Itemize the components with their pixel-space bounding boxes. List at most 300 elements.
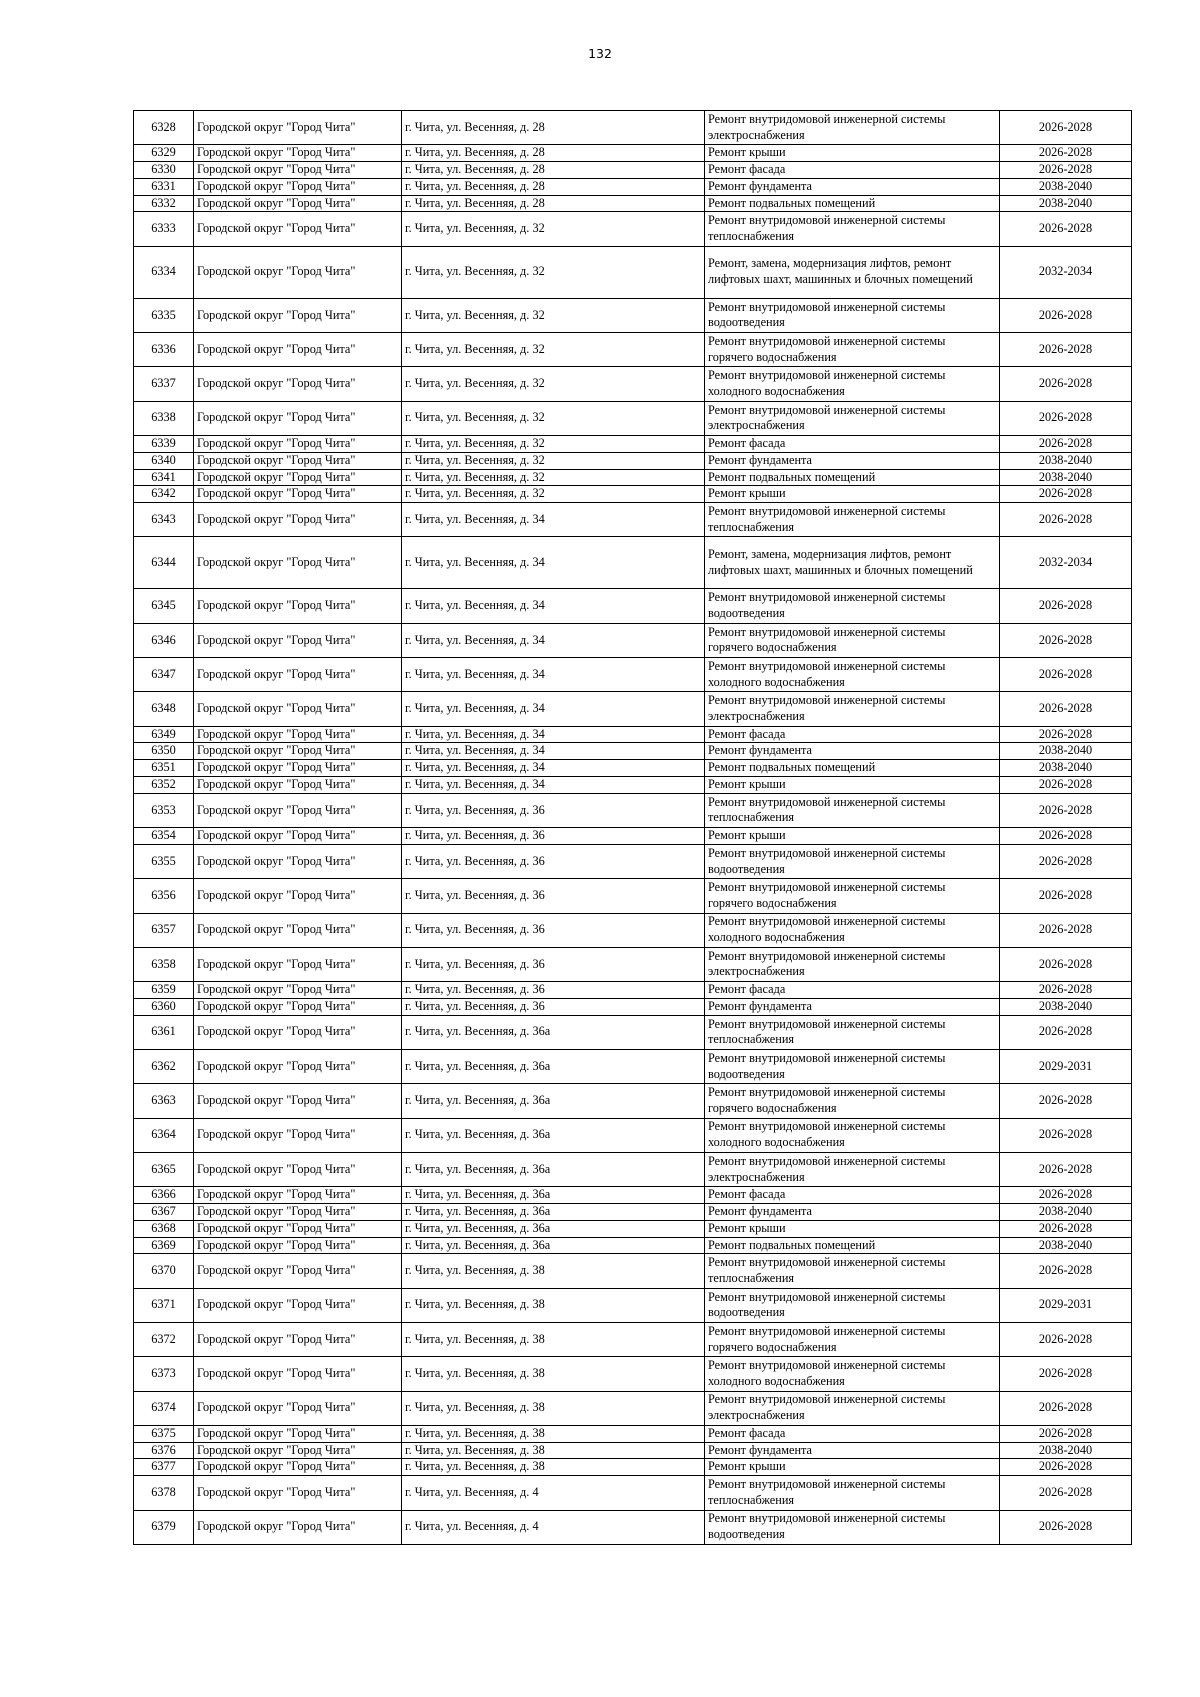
cell-text-line: 6329 <box>151 145 176 160</box>
municipality-cell <box>194 1510 402 1544</box>
cell-text-line: 6331 <box>151 178 176 193</box>
address-cell <box>402 947 705 981</box>
address-cell <box>402 178 705 195</box>
period-cell <box>1000 1459 1132 1476</box>
cell-text-line: 2026-2028 <box>1038 828 1093 843</box>
work-type-cell <box>705 503 1000 537</box>
address-cell <box>402 537 705 589</box>
municipality-cell <box>194 111 402 145</box>
cell-text-line: г. Чита, ул. Весенняя, д. 32 <box>405 469 545 484</box>
work-type-cell <box>705 178 1000 195</box>
cell-text-line: Ремонт подвальных помещений <box>708 1237 876 1252</box>
period-cell <box>1000 486 1132 503</box>
work-type-cell <box>705 1237 1000 1254</box>
cell-text-line: 2026-2028 <box>1038 632 1093 647</box>
cell-text-line: 2026-2028 <box>1038 1366 1093 1381</box>
cell-text-line: Ремонт крыши <box>708 777 786 792</box>
table-row <box>134 195 1132 212</box>
cell-text-line: Городской округ "Город Чита" <box>197 666 356 681</box>
table-row <box>134 913 1132 947</box>
cell-text-line: 6378 <box>151 1485 176 1499</box>
table-row <box>134 1357 1132 1391</box>
period-cell <box>1000 743 1132 760</box>
municipality-cell <box>194 145 402 162</box>
work-type-cell <box>705 1510 1000 1544</box>
work-type-cell <box>705 333 1000 367</box>
cell-text-line: 6348 <box>151 701 176 716</box>
cell-text-line: 6345 <box>151 598 176 613</box>
cell-text-line: 6365 <box>151 1161 176 1176</box>
cell-text-line: 2026-2028 <box>1038 853 1093 868</box>
cell-text-line: г. Чита, ул. Весенняя, д. 28 <box>405 145 545 160</box>
cell-text-line: Ремонт внутридомовой инженерной системы <box>708 1392 946 1407</box>
address-cell <box>402 1152 705 1186</box>
table-row <box>134 178 1132 195</box>
address-cell <box>402 1476 705 1510</box>
municipality-cell <box>194 998 402 1015</box>
cell-text-line: Городской округ "Город Чита" <box>197 701 356 716</box>
cell-text-line: 6359 <box>151 982 176 997</box>
cell-text-line: 6357 <box>151 922 176 937</box>
cell-text-line: 2026-2028 <box>1038 119 1093 134</box>
cell-text-line: г. Чита, ул. Весенняя, д. 36 <box>405 998 545 1013</box>
table-row <box>134 879 1132 913</box>
municipality-cell <box>194 401 402 435</box>
table-row <box>134 623 1132 657</box>
address-cell <box>402 145 705 162</box>
cell-text-line: Городской округ "Город Чита" <box>197 777 356 792</box>
cell-text-line: 6346 <box>151 632 176 647</box>
cell-text-line: 6358 <box>151 956 176 971</box>
cell-text-line: Городской округ "Город Чита" <box>197 435 356 450</box>
cell-text-line: Городской округ "Город Чита" <box>197 469 356 484</box>
table-row <box>134 1288 1132 1322</box>
table-body <box>134 111 1132 1545</box>
address-cell <box>402 879 705 913</box>
cell-text-line: 2026-2028 <box>1038 511 1093 526</box>
cell-text-line: 2026-2028 <box>1038 887 1093 902</box>
work-type-cell <box>705 1084 1000 1118</box>
cell-text-line: Ремонт подвальных помещений <box>708 195 876 210</box>
municipality-cell <box>194 1015 402 1049</box>
work-type-cell <box>705 947 1000 981</box>
period-cell <box>1000 1425 1132 1442</box>
row-number-cell <box>134 452 194 469</box>
cell-text-line: 6372 <box>151 1331 176 1346</box>
work-type-cell <box>705 793 1000 827</box>
cell-text-line: Городской округ "Город Чита" <box>197 1459 356 1474</box>
period-cell <box>1000 844 1132 878</box>
cell-text-line: Городской округ "Город Чита" <box>197 119 356 134</box>
period-cell <box>1000 111 1132 145</box>
municipality-cell <box>194 1254 402 1288</box>
cell-text-line: 2026-2028 <box>1038 1024 1093 1039</box>
work-type-cell <box>705 1391 1000 1425</box>
row-number-cell <box>134 1391 194 1425</box>
cell-text-line: Ремонт внутридомовой инженерной системы <box>708 914 946 929</box>
cell-text-line: 2026-2028 <box>1038 307 1093 322</box>
municipality-cell <box>194 178 402 195</box>
cell-text-line: водоотведения <box>708 1527 785 1542</box>
period-cell <box>1000 298 1132 332</box>
cell-text-line: 2026-2028 <box>1038 1459 1093 1474</box>
row-number-cell <box>134 435 194 452</box>
table-row <box>134 793 1132 827</box>
cell-text-line: Ремонт внутридомовой инженерной системы <box>708 504 946 518</box>
municipality-cell <box>194 246 402 298</box>
cell-text-line: Ремонт фундамента <box>708 1203 813 1218</box>
period-cell <box>1000 879 1132 913</box>
cell-text-line: Ремонт фасада <box>708 1425 786 1440</box>
municipality-cell <box>194 589 402 623</box>
address-cell <box>402 1187 705 1204</box>
cell-text-line: холодного водоснабжения <box>708 1373 845 1388</box>
address-cell <box>402 1237 705 1254</box>
period-cell <box>1000 658 1132 692</box>
row-number-cell <box>134 1220 194 1237</box>
cell-text-line: г. Чита, ул. Весенняя, д. 28 <box>405 178 545 193</box>
period-cell <box>1000 1152 1132 1186</box>
cell-text-line: 2026-2028 <box>1038 956 1093 971</box>
work-type-cell <box>705 589 1000 623</box>
cell-text-line: г. Чита, ул. Весенняя, д. 36а <box>405 1024 551 1039</box>
cell-text-line: 6360 <box>151 998 176 1013</box>
cell-text-line: электроснабжения <box>708 708 805 723</box>
row-number-cell <box>134 367 194 401</box>
cell-text-line: Городской округ "Город Чита" <box>197 632 356 647</box>
cell-text-line: Городской округ "Город Чита" <box>197 1425 356 1440</box>
table-row <box>134 333 1132 367</box>
cell-text-line: 6333 <box>151 221 176 236</box>
address-cell <box>402 793 705 827</box>
cell-text-line: Городской округ "Город Чита" <box>197 162 356 177</box>
cell-text-line: Ремонт внутридомовой инженерной системы <box>708 845 946 860</box>
work-type-cell <box>705 1254 1000 1288</box>
table-row <box>134 1118 1132 1152</box>
cell-text-line: Городской округ "Город Чита" <box>197 1187 356 1202</box>
cell-text-line: 2026-2028 <box>1038 1425 1093 1440</box>
cell-text-line: Городской округ "Город Чита" <box>197 887 356 902</box>
table-row <box>134 1203 1132 1220</box>
address-cell <box>402 1322 705 1356</box>
work-type-cell <box>705 623 1000 657</box>
address-cell <box>402 246 705 298</box>
municipality-cell <box>194 982 402 999</box>
work-type-cell <box>705 743 1000 760</box>
period-cell <box>1000 1237 1132 1254</box>
table-row <box>134 486 1132 503</box>
row-number-cell <box>134 537 194 589</box>
period-cell <box>1000 828 1132 845</box>
cell-text-line: Городской округ "Город Чита" <box>197 307 356 322</box>
address-cell <box>402 111 705 145</box>
work-type-cell <box>705 879 1000 913</box>
cell-text-line: 6335 <box>151 307 176 322</box>
municipality-cell <box>194 1237 402 1254</box>
cell-text-line: горячего водоснабжения <box>708 895 837 910</box>
table-row <box>134 844 1132 878</box>
cell-text-line: 2038-2040 <box>1038 998 1093 1013</box>
cell-text-line: г. Чита, ул. Весенняя, д. 32 <box>405 435 545 450</box>
cell-text-line: 6379 <box>151 1519 176 1534</box>
cell-text-line: Ремонт крыши <box>708 828 786 843</box>
cell-text-line: Городской округ "Город Чита" <box>197 1297 356 1312</box>
work-type-cell <box>705 469 1000 486</box>
cell-text-line: 6330 <box>151 162 176 177</box>
period-cell <box>1000 503 1132 537</box>
period-cell <box>1000 246 1132 298</box>
municipality-cell <box>194 469 402 486</box>
cell-text-line: Городской округ "Город Чита" <box>197 555 356 570</box>
cell-text-line: Ремонт внутридомовой инженерной системы <box>708 1119 946 1134</box>
row-number-cell <box>134 178 194 195</box>
cell-text-line: Ремонт фундамента <box>708 178 813 193</box>
table-row <box>134 1220 1132 1237</box>
cell-text-line: Городской округ "Город Чита" <box>197 178 356 193</box>
cell-text-line: Ремонт внутридомовой инженерной системы <box>708 111 946 126</box>
work-type-cell <box>705 1203 1000 1220</box>
cell-text-line: Городской округ "Город Чита" <box>197 802 356 817</box>
cell-text-line: г. Чита, ул. Весенняя, д. 36а <box>405 1203 551 1218</box>
work-type-cell <box>705 195 1000 212</box>
work-type-cell <box>705 246 1000 298</box>
cell-text-line: электроснабжения <box>708 418 805 433</box>
municipality-cell <box>194 537 402 589</box>
row-number-cell <box>134 793 194 827</box>
period-cell <box>1000 793 1132 827</box>
cell-text-line: лифтовых шахт, машинных и блочных помещений <box>708 272 973 287</box>
cell-text-line: Городской округ "Город Чита" <box>197 982 356 997</box>
row-number-cell <box>134 692 194 726</box>
cell-text-line: Городской округ "Город Чита" <box>197 376 356 391</box>
table-row <box>134 982 1132 999</box>
cell-text-line: г. Чита, ул. Весенняя, д. 32 <box>405 410 545 425</box>
cell-text-line: 6371 <box>151 1297 176 1312</box>
row-number-cell <box>134 486 194 503</box>
municipality-cell <box>194 658 402 692</box>
table-row <box>134 162 1132 179</box>
cell-text-line: г. Чита, ул. Весенняя, д. 38 <box>405 1459 545 1474</box>
work-type-cell <box>705 1015 1000 1049</box>
cell-text-line: г. Чита, ул. Весенняя, д. 32 <box>405 341 545 356</box>
address-cell <box>402 1084 705 1118</box>
municipality-cell <box>194 623 402 657</box>
row-number-cell <box>134 401 194 435</box>
cell-text-line: г. Чита, ул. Весенняя, д. 32 <box>405 376 545 391</box>
cell-text-line: 2026-2028 <box>1038 598 1093 613</box>
row-number-cell <box>134 1442 194 1459</box>
cell-text-line: г. Чита, ул. Весенняя, д. 28 <box>405 162 545 177</box>
cell-text-line: теплоснабжения <box>708 1271 795 1286</box>
cell-text-line: г. Чита, ул. Весенняя, д. 36 <box>405 802 545 817</box>
cell-text-line: 2026-2028 <box>1038 1519 1093 1534</box>
cell-text-line: Ремонт внутридомовой инженерной системы <box>708 693 946 708</box>
cell-text-line: холодного водоснабжения <box>708 930 845 945</box>
cell-text-line: Ремонт, замена, модернизация лифтов, ремонт <box>708 547 952 562</box>
cell-text-line: 2026-2028 <box>1038 1485 1093 1499</box>
period-cell <box>1000 1118 1132 1152</box>
row-number-cell <box>134 1050 194 1084</box>
period-cell <box>1000 760 1132 777</box>
cell-text-line: 6352 <box>151 777 176 792</box>
cell-text-line: Ремонт фасада <box>708 982 786 997</box>
work-type-cell <box>705 658 1000 692</box>
cell-text-line: Городской округ "Город Чита" <box>197 726 356 741</box>
address-cell <box>402 844 705 878</box>
work-type-cell <box>705 452 1000 469</box>
cell-text-line: 2026-2028 <box>1038 1220 1093 1235</box>
cell-text-line: Ремонт фундамента <box>708 998 813 1013</box>
cell-text-line: 6361 <box>151 1024 176 1039</box>
municipality-cell <box>194 913 402 947</box>
cell-text-line: Ремонт внутридомовой инженерной системы <box>708 1085 946 1100</box>
period-cell <box>1000 1476 1132 1510</box>
work-type-cell <box>705 1288 1000 1322</box>
table-row <box>134 1050 1132 1084</box>
cell-text-line: 2026-2028 <box>1038 221 1093 236</box>
cell-text-line: Ремонт фасада <box>708 1187 786 1202</box>
municipality-cell <box>194 162 402 179</box>
cell-text-line: электроснабжения <box>708 964 805 979</box>
work-type-cell <box>705 1442 1000 1459</box>
period-cell <box>1000 145 1132 162</box>
cell-text-line: Ремонт, замена, модернизация лифтов, ремонт <box>708 256 952 271</box>
cell-text-line: горячего водоснабжения <box>708 1339 837 1354</box>
period-cell <box>1000 401 1132 435</box>
cell-text-line: 2038-2040 <box>1038 760 1093 775</box>
cell-text-line: 6339 <box>151 435 176 450</box>
cell-text-line: г. Чита, ул. Весенняя, д. 36 <box>405 982 545 997</box>
table-row <box>134 947 1132 981</box>
cell-text-line: 6334 <box>151 264 176 279</box>
cell-text-line: 2032-2034 <box>1038 264 1093 279</box>
cell-text-line: теплоснабжения <box>708 1032 795 1047</box>
row-number-cell <box>134 1237 194 1254</box>
cell-text-line: г. Чита, ул. Весенняя, д. 34 <box>405 666 545 681</box>
municipality-cell <box>194 760 402 777</box>
period-cell <box>1000 947 1132 981</box>
cell-text-line: 6337 <box>151 376 176 391</box>
cell-text-line: Ремонт внутридомовой инженерной системы <box>708 1358 946 1373</box>
cell-text-line: холодного водоснабжения <box>708 384 845 399</box>
cell-text-line: 2038-2040 <box>1038 743 1093 758</box>
cell-text-line: Ремонт внутридомовой инженерной системы <box>708 1289 946 1304</box>
municipality-cell <box>194 726 402 743</box>
cell-text-line: г. Чита, ул. Весенняя, д. 36 <box>405 922 545 937</box>
cell-text-line: Ремонт крыши <box>708 145 786 160</box>
cell-text-line: 2026-2028 <box>1038 410 1093 425</box>
cell-text-line: 6370 <box>151 1263 176 1278</box>
cell-text-line: теплоснабжения <box>708 1492 795 1507</box>
cell-text-line: горячего водоснабжения <box>708 1100 837 1115</box>
row-number-cell <box>134 998 194 1015</box>
address-cell <box>402 828 705 845</box>
period-cell <box>1000 212 1132 246</box>
cell-text-line: г. Чита, ул. Весенняя, д. 32 <box>405 486 545 501</box>
cell-text-line: Ремонт крыши <box>708 1459 786 1474</box>
cell-text-line: 2026-2028 <box>1038 341 1093 356</box>
cell-text-line: 6353 <box>151 802 176 817</box>
table-row <box>134 589 1132 623</box>
municipality-cell <box>194 692 402 726</box>
work-type-cell <box>705 913 1000 947</box>
row-number-cell <box>134 743 194 760</box>
cell-text-line: Городской округ "Город Чита" <box>197 1400 356 1415</box>
period-cell <box>1000 998 1132 1015</box>
municipality-cell <box>194 195 402 212</box>
address-cell <box>402 913 705 947</box>
cell-text-line: Ремонт внутридомовой инженерной системы <box>708 368 946 383</box>
cell-text-line: 2026-2028 <box>1038 145 1093 160</box>
table-row <box>134 1152 1132 1186</box>
municipality-cell <box>194 1442 402 1459</box>
cell-text-line: Ремонт фасада <box>708 726 786 741</box>
cell-text-line: холодного водоснабжения <box>708 674 845 689</box>
cell-text-line: 2026-2028 <box>1038 435 1093 450</box>
row-number-cell <box>134 947 194 981</box>
cell-text-line: 2026-2028 <box>1038 1093 1093 1108</box>
cell-text-line: теплоснабжения <box>708 229 795 244</box>
cell-text-line: Городской округ "Город Чита" <box>197 956 356 971</box>
address-cell <box>402 1357 705 1391</box>
municipality-cell <box>194 1050 402 1084</box>
row-number-cell <box>134 844 194 878</box>
work-type-cell <box>705 777 1000 794</box>
municipality-cell <box>194 1220 402 1237</box>
cell-text-line: 2038-2040 <box>1038 469 1093 484</box>
cell-text-line: 6354 <box>151 828 176 843</box>
cell-text-line: г. Чита, ул. Весенняя, д. 36 <box>405 887 545 902</box>
work-type-cell <box>705 486 1000 503</box>
table-row <box>134 537 1132 589</box>
cell-text-line: 2026-2028 <box>1038 922 1093 937</box>
cell-text-line: 6332 <box>151 195 176 210</box>
cell-text-line: 2026-2028 <box>1038 1400 1093 1415</box>
period-cell <box>1000 726 1132 743</box>
work-type-cell <box>705 982 1000 999</box>
address-cell <box>402 1442 705 1459</box>
work-type-cell <box>705 998 1000 1015</box>
cell-text-line: Городской округ "Город Чита" <box>197 1093 356 1108</box>
table-row <box>134 401 1132 435</box>
work-type-cell <box>705 726 1000 743</box>
address-cell <box>402 777 705 794</box>
address-cell <box>402 1510 705 1544</box>
municipality-cell <box>194 435 402 452</box>
cell-text-line: г. Чита, ул. Весенняя, д. 36а <box>405 1058 551 1073</box>
cell-text-line: Ремонт внутридомовой инженерной системы <box>708 1255 946 1270</box>
address-cell <box>402 982 705 999</box>
cell-text-line: Ремонт внутридомовой инженерной системы <box>708 948 946 963</box>
address-cell <box>402 1203 705 1220</box>
cell-text-line: г. Чита, ул. Весенняя, д. 36а <box>405 1187 551 1202</box>
table-row <box>134 503 1132 537</box>
municipality-cell <box>194 452 402 469</box>
municipality-cell <box>194 1288 402 1322</box>
cell-text-line: 6373 <box>151 1366 176 1381</box>
address-cell <box>402 1220 705 1237</box>
period-cell <box>1000 178 1132 195</box>
table-row <box>134 367 1132 401</box>
period-cell <box>1000 1442 1132 1459</box>
municipality-cell <box>194 1118 402 1152</box>
cell-text-line: 6347 <box>151 666 176 681</box>
cell-text-line: 6362 <box>151 1058 176 1073</box>
address-cell <box>402 760 705 777</box>
cell-text-line: Городской округ "Город Чита" <box>197 452 356 467</box>
cell-text-line: г. Чита, ул. Весенняя, д. 34 <box>405 777 545 792</box>
address-cell <box>402 367 705 401</box>
